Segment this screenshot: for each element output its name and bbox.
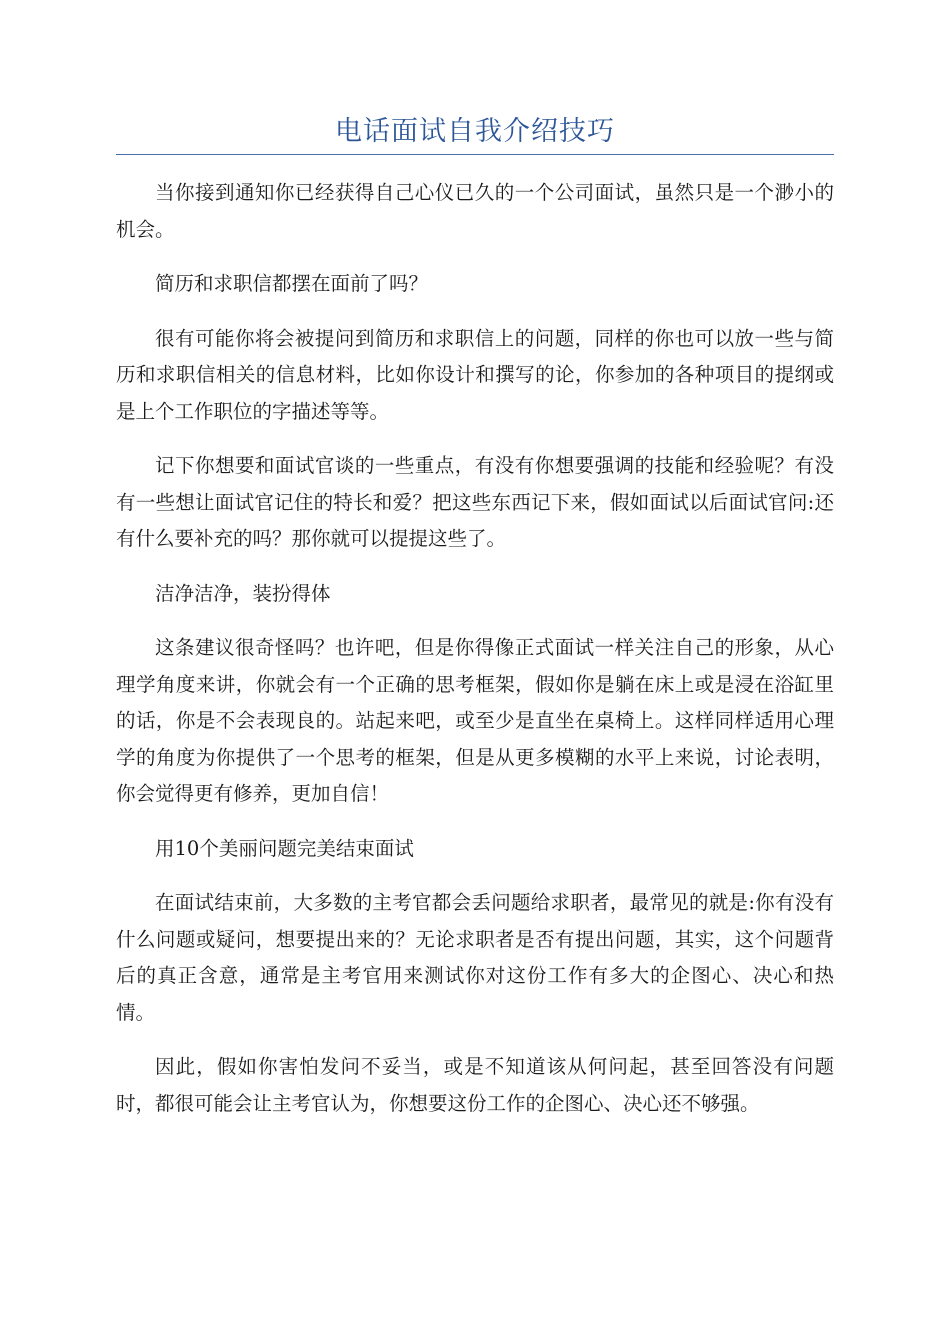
paragraph: 这条建议很奇怪吗？也许吧，但是你得像正式面试一样关注自己的形象，从心理学角度来讲，你就会有一个正确的思考框架，假如你是躺在床上或是浸在浴缸里的话，你是不会表现良的。站起来吧，或至少是直坐在桌椅上。这样同样适用心理学的角度为你提供了一个思考的框架，但是从更多模糊的水平上来说，讨论表明，你会觉得更有修养，更加自信！ [116, 636, 834, 805]
paragraph: 记下你想要和面试官谈的一些重点，有没有你想要强调的技能和经验呢？有没有一些想让面试官记住的特长和爱？把这些东西记下来，假如面试以后面试官问:还有什么要补充的吗？那你就可以提提这些了。 [116, 454, 834, 550]
paragraph: 因此，假如你害怕发问不妥当，或是不知道该从何问起，甚至回答没有问题时，都很可能会让主考官认为，你想要这份工作的企图心、决心还不够强。 [116, 1055, 834, 1115]
paragraph: 很有可能你将会被提问到简历和求职信上的问题，同样的你也可以放一些与简历和求职信相关的信息材料，比如你设计和撰写的论，你参加的各种项目的提纲或是上个工作职位的字描述等等。 [116, 326, 834, 423]
paragraph: 简历和求职信都摆在面前了吗？ [155, 272, 429, 295]
paragraph: 用10个美丽问题完美结束面试 [155, 836, 414, 860]
title-underline [116, 154, 834, 155]
paragraph: 当你接到通知你已经获得自己心仪已久的一个公司面试，虽然只是一个渺小的机会。 [116, 181, 834, 241]
document-title: 电话面试自我介绍技巧 [335, 116, 615, 147]
paragraph: 洁净洁净，装扮得体 [155, 581, 331, 605]
paragraph: 在面试结束前，大多数的主考官都会丢问题给求职者，最常见的就是:你有没有什么问题或疑问，想要提出来的？无论求职者是否有提出问题，其实，这个问题背后的真正含意，通常是主考官用来测试你对这份工作有多大的企图心、决心和热情。 [116, 891, 834, 1024]
document-body [116, 175, 834, 1140]
